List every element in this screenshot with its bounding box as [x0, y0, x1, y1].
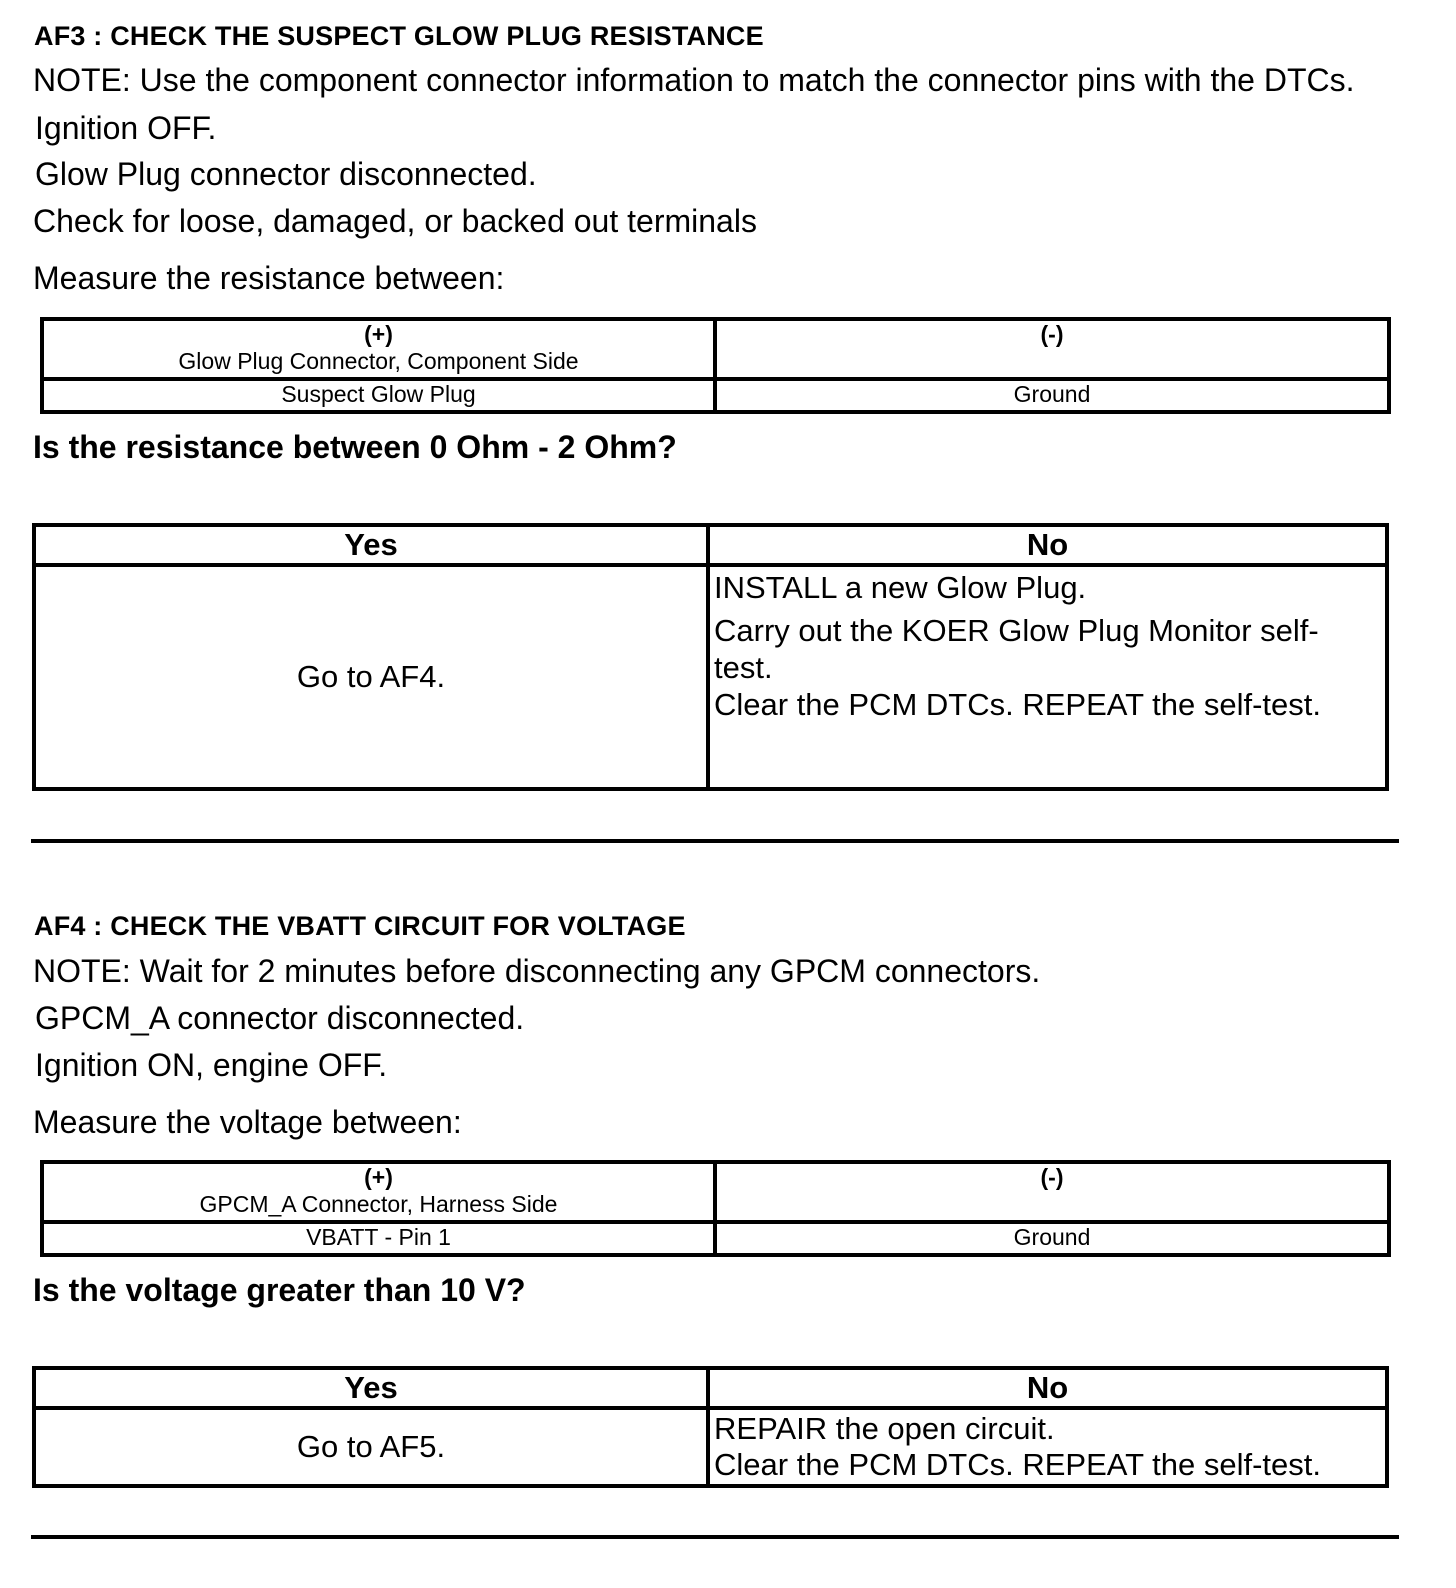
- section-divider-bottom: [31, 1535, 1399, 1539]
- af3-measurement-table: [40, 317, 1391, 414]
- af4-no-line-2: Clear the PCM DTCs. REPEAT the self-test.: [714, 1447, 1321, 1482]
- af4-step-2: Ignition ON, engine OFF.: [35, 1047, 388, 1083]
- af4-row-minus: Ground: [715, 1222, 1389, 1255]
- af3-minus-header: [715, 319, 1389, 379]
- af3-row-plus: Suspect Glow Plug: [42, 379, 715, 412]
- af3-row-minus: Ground: [715, 379, 1389, 412]
- af4-result-table: [32, 1366, 1389, 1488]
- af3-no-line-2: Carry out the KOER Glow Plug Monitor self-test.: [714, 613, 1319, 685]
- af3-yes-action: Go to AF4.: [34, 565, 708, 789]
- af3-no-action: [708, 565, 1387, 789]
- af3-result-table: [32, 523, 1389, 791]
- minus-symbol: (-): [1040, 1164, 1064, 1190]
- af3-measure-label: Measure the resistance between:: [33, 260, 505, 296]
- af3-step-1: Ignition OFF.: [35, 110, 217, 146]
- af3-plus-header: [42, 319, 715, 379]
- section-divider: [31, 839, 1399, 843]
- af3-no-line-1: INSTALL a new Glow Plug.: [714, 570, 1087, 605]
- af4-plus-label: GPCM_A Connector, Harness Side: [199, 1191, 558, 1217]
- plus-symbol: (+): [364, 1164, 393, 1190]
- af4-no-header: No: [708, 1368, 1387, 1408]
- af4-measure-label: Measure the voltage between:: [33, 1104, 462, 1140]
- af3-heading: AF3 : CHECK THE SUSPECT GLOW PLUG RESISTANCE: [34, 21, 764, 51]
- af4-note: NOTE: Wait for 2 minutes before disconnecting any GPCM connectors.: [33, 953, 1041, 989]
- af4-minus-header: [715, 1162, 1389, 1222]
- af4-question: Is the voltage greater than 10 V?: [33, 1272, 526, 1308]
- minus-symbol: (-): [1040, 321, 1064, 347]
- af3-step-3: Check for loose, damaged, or backed out terminals: [33, 203, 757, 239]
- af3-plus-label: Glow Plug Connector, Component Side: [178, 348, 579, 374]
- af4-plus-header: [42, 1162, 715, 1222]
- plus-symbol: (+): [364, 321, 393, 347]
- af4-step-1: GPCM_A connector disconnected.: [35, 1000, 525, 1036]
- af4-no-line-1: REPAIR the open circuit.: [714, 1411, 1055, 1446]
- af4-heading: AF4 : CHECK THE VBATT CIRCUIT FOR VOLTAGE: [34, 911, 686, 941]
- af3-step-2: Glow Plug connector disconnected.: [35, 156, 537, 192]
- af3-no-header: No: [708, 525, 1387, 565]
- af4-yes-action: Go to AF5.: [34, 1408, 708, 1486]
- af4-yes-header: Yes: [34, 1368, 708, 1408]
- af3-yes-header: Yes: [34, 525, 708, 565]
- af3-no-line-3: Clear the PCM DTCs. REPEAT the self-test.: [714, 687, 1321, 722]
- af4-row-plus: VBATT - Pin 1: [42, 1222, 715, 1255]
- af3-note: NOTE: Use the component connector information to match the connector pins with the DTCs.: [33, 62, 1355, 98]
- af3-question: Is the resistance between 0 Ohm - 2 Ohm?: [33, 429, 677, 465]
- af4-measurement-table: [40, 1160, 1391, 1257]
- af4-no-action: [708, 1408, 1387, 1486]
